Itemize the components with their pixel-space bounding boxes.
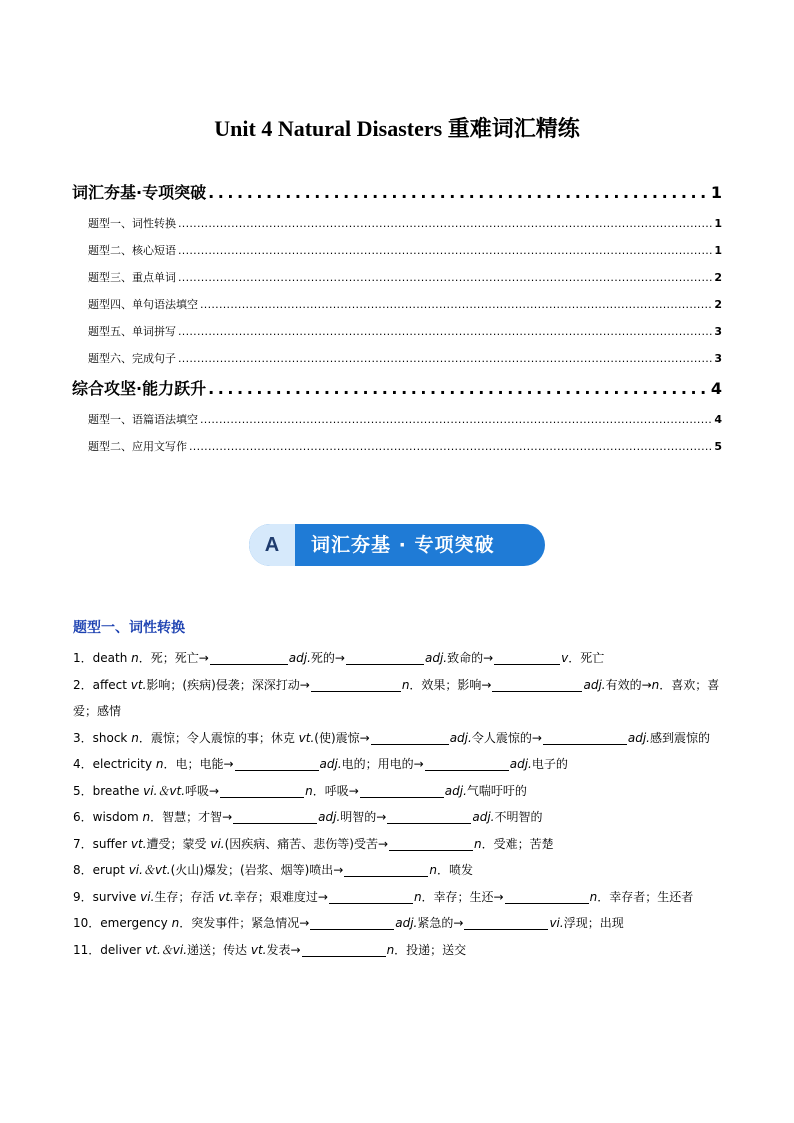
pos-label: n	[171, 916, 180, 930]
item-text: ．喷发	[436, 863, 473, 877]
table-of-contents	[72, 176, 722, 460]
item-text: 9．survive	[73, 889, 141, 904]
pos-label: vi.	[210, 836, 225, 851]
toc-entry-label: 题型一、词性转换	[88, 217, 176, 230]
pos-label: adj.	[583, 677, 606, 692]
toc-entry[interactable]	[72, 372, 722, 406]
toc-entry[interactable]	[72, 291, 722, 318]
item-text: 气喘吁吁的	[466, 783, 527, 798]
item-text: ．震惊；令人震惊的事；休克	[138, 730, 299, 745]
item-text: 影响；(疾病)侵袭；深深打动→	[146, 677, 310, 692]
toc-entry-page: 2	[714, 271, 722, 284]
answer-blank[interactable]	[346, 650, 424, 665]
answer-blank[interactable]	[302, 942, 386, 957]
item-text: 3．shock	[73, 730, 132, 745]
pos-label: vt.	[218, 889, 234, 904]
toc-entry-label: 题型三、重点单词	[88, 271, 176, 284]
toc-entry-page: 2	[714, 298, 722, 311]
answer-blank[interactable]	[344, 862, 428, 877]
answer-blank[interactable]	[494, 650, 560, 665]
item-text: 遭受；蒙受	[146, 836, 211, 851]
item-text: ．受难；苦楚	[481, 836, 554, 851]
toc-entry[interactable]	[72, 433, 722, 460]
item-text: 致命的→	[447, 651, 494, 665]
item-text: (因疾病、痛苦、悲伤等)受苦→	[224, 836, 389, 851]
toc-entry-label: 题型五、单词拼写	[88, 325, 176, 338]
toc-entry-page: 1	[710, 183, 722, 202]
toc-entry-page: 3	[714, 325, 722, 338]
toc-entry-label: 题型二、核心短语	[88, 244, 176, 257]
item-text: ．死亡	[568, 651, 605, 665]
toc-entry-page: 4	[714, 413, 722, 426]
toc-entry-label: 题型四、单句语法填空	[88, 298, 198, 311]
pos-label: v	[561, 651, 569, 665]
item-text: 浮现；出现	[563, 916, 624, 930]
pos-label: vt.	[298, 730, 315, 745]
section-banner	[249, 524, 545, 566]
toc-leader	[178, 318, 712, 345]
answer-blank[interactable]	[233, 809, 317, 824]
pos-label: adj.	[424, 651, 448, 665]
item-text: 6．wisdom	[73, 810, 143, 824]
toc-entry-label: 词汇夯基·专项突破	[72, 183, 207, 202]
toc-entry-label: 综合攻坚·能力跃升	[72, 379, 207, 398]
toc-leader	[200, 406, 712, 433]
toc-leader	[208, 372, 709, 406]
pos-label: vt.＆vi.	[145, 942, 188, 957]
toc-entry-page: 4	[710, 379, 722, 398]
exercise-item	[73, 778, 723, 805]
toc-entry[interactable]	[72, 176, 722, 210]
item-text: 11．deliver	[73, 942, 146, 957]
pos-label: n	[429, 863, 437, 877]
exercise-item	[73, 831, 723, 858]
toc-leader	[189, 433, 712, 460]
toc-entry-page: 1	[714, 244, 722, 257]
toc-leader	[178, 345, 712, 372]
item-text: 8．erupt	[73, 863, 129, 877]
exercise-item	[73, 645, 723, 672]
toc-entry[interactable]	[72, 318, 722, 345]
pos-label: vi.＆vt.	[128, 863, 171, 877]
item-text: 4．electricity	[73, 757, 156, 771]
exercise-item	[73, 804, 723, 831]
toc-entry[interactable]	[72, 210, 722, 237]
answer-blank[interactable]	[492, 677, 582, 692]
pos-label: adj.	[319, 757, 342, 771]
pos-label: vi.	[140, 889, 155, 904]
item-text: ．投递；送交	[394, 942, 467, 957]
pos-label: n	[305, 783, 313, 798]
toc-entry-page: 1	[714, 217, 722, 230]
item-text: ．死；死亡→	[138, 651, 209, 665]
exercise-item	[73, 725, 723, 752]
answer-blank[interactable]	[210, 650, 288, 665]
toc-leader	[178, 210, 712, 237]
toc-entry-label: 题型一、语篇语法填空	[88, 413, 198, 426]
pos-label: vt.	[130, 836, 147, 851]
exercise-item	[73, 937, 723, 964]
item-text: ．效果；影响→	[409, 677, 492, 692]
answer-blank[interactable]	[543, 730, 627, 745]
answer-blank[interactable]	[464, 915, 548, 930]
item-text: ．幸存；生还→	[421, 889, 504, 904]
toc-entry[interactable]	[72, 264, 722, 291]
item-text: 发表→	[266, 942, 301, 957]
exercise-list	[73, 645, 723, 963]
pos-label: adj.	[449, 730, 472, 745]
item-text: 令人震惊的→	[471, 730, 542, 745]
pos-label: n	[131, 730, 139, 745]
item-text: 紧急的→	[417, 916, 464, 930]
item-text: 电的；用电的→	[341, 757, 424, 771]
pos-label: adj.	[395, 916, 418, 930]
pos-label: vi.＆vt.	[143, 783, 186, 798]
pos-label: n	[651, 677, 660, 692]
banner-title: 词汇夯基 · 专项突破	[311, 534, 495, 556]
answer-blank[interactable]	[220, 783, 304, 798]
answer-blank[interactable]	[311, 677, 401, 692]
pos-label: adj.	[288, 651, 311, 665]
item-text: 死的→	[310, 651, 345, 665]
toc-entry[interactable]	[72, 406, 722, 433]
answer-blank[interactable]	[329, 889, 413, 904]
toc-leader	[200, 291, 712, 318]
item-text: ．智慧；才智→	[150, 810, 233, 824]
toc-entry[interactable]	[72, 237, 722, 264]
pos-label: vi.	[549, 916, 564, 930]
toc-entry-label: 题型六、完成句子	[88, 352, 176, 365]
item-text: 2．affect	[73, 677, 131, 692]
toc-entry-label: 题型二、应用文写作	[88, 440, 187, 453]
exercise-item	[73, 672, 723, 725]
item-text: 10．emergency	[73, 916, 172, 930]
item-text: ．喜欢；喜爱；感情	[73, 677, 720, 718]
item-text: 不明智的	[494, 810, 543, 824]
item-text: 生存；存活	[154, 889, 219, 904]
item-text: ．呼吸→	[312, 783, 359, 798]
answer-blank[interactable]	[389, 836, 473, 851]
answer-blank[interactable]	[360, 783, 444, 798]
item-text: 电子的	[531, 757, 568, 771]
answer-blank[interactable]	[371, 730, 449, 745]
toc-leader	[178, 237, 712, 264]
item-text: 1．death	[73, 651, 132, 665]
answer-blank[interactable]	[505, 889, 589, 904]
item-text: 呼吸→	[185, 783, 220, 798]
item-text: 5．breathe	[73, 783, 144, 798]
page-title: Unit 4 Natural Disasters 重难词汇精练	[214, 116, 580, 141]
answer-blank[interactable]	[387, 809, 471, 824]
pos-label: n	[413, 889, 422, 904]
exercise-item	[73, 751, 723, 778]
exercise-item	[73, 857, 723, 884]
toc-entry-page: 3	[714, 352, 722, 365]
toc-leader	[208, 176, 709, 210]
exercise-item	[73, 910, 723, 937]
item-text: 幸存；艰难度过→	[233, 889, 328, 904]
pos-label: n	[474, 836, 482, 851]
pos-label: n	[142, 810, 151, 824]
toc-entry[interactable]	[72, 345, 722, 372]
answer-blank[interactable]	[310, 915, 394, 930]
pos-label: n	[131, 651, 139, 665]
banner-letter-badge: A	[249, 524, 295, 566]
item-text: 明智的→	[340, 810, 387, 824]
section-heading: 题型一、词性转换	[73, 620, 185, 636]
pos-label: n	[401, 677, 410, 692]
toc-entry-page: 5	[714, 440, 722, 453]
item-text: 有效的→	[605, 677, 652, 692]
pos-label: n	[386, 942, 395, 957]
answer-blank[interactable]	[425, 756, 509, 771]
item-text: (火山)爆发；(岩浆、烟等)喷出→	[170, 863, 344, 877]
pos-label: n	[155, 757, 164, 771]
item-text: ．突发事件；紧急情况→	[179, 916, 310, 930]
pos-label: vt.	[130, 677, 147, 692]
pos-label: vt.	[250, 942, 267, 957]
item-text: 7．suffer	[73, 836, 131, 851]
toc-leader	[178, 264, 712, 291]
pos-label: n	[589, 889, 598, 904]
item-text: 感到震惊的	[650, 730, 711, 745]
item-text: ．幸存者；生还者	[597, 889, 694, 904]
item-text: 递送；传达	[187, 942, 251, 957]
pos-label: adj.	[318, 810, 341, 824]
pos-label: adj.	[472, 810, 495, 824]
pos-label: adj.	[509, 757, 532, 771]
answer-blank[interactable]	[235, 756, 319, 771]
exercise-item	[73, 884, 723, 911]
item-text: ．电；电能→	[163, 757, 234, 771]
pos-label: adj.	[444, 783, 467, 798]
pos-label: adj.	[627, 730, 650, 745]
item-text: (使)震惊→	[314, 730, 370, 745]
